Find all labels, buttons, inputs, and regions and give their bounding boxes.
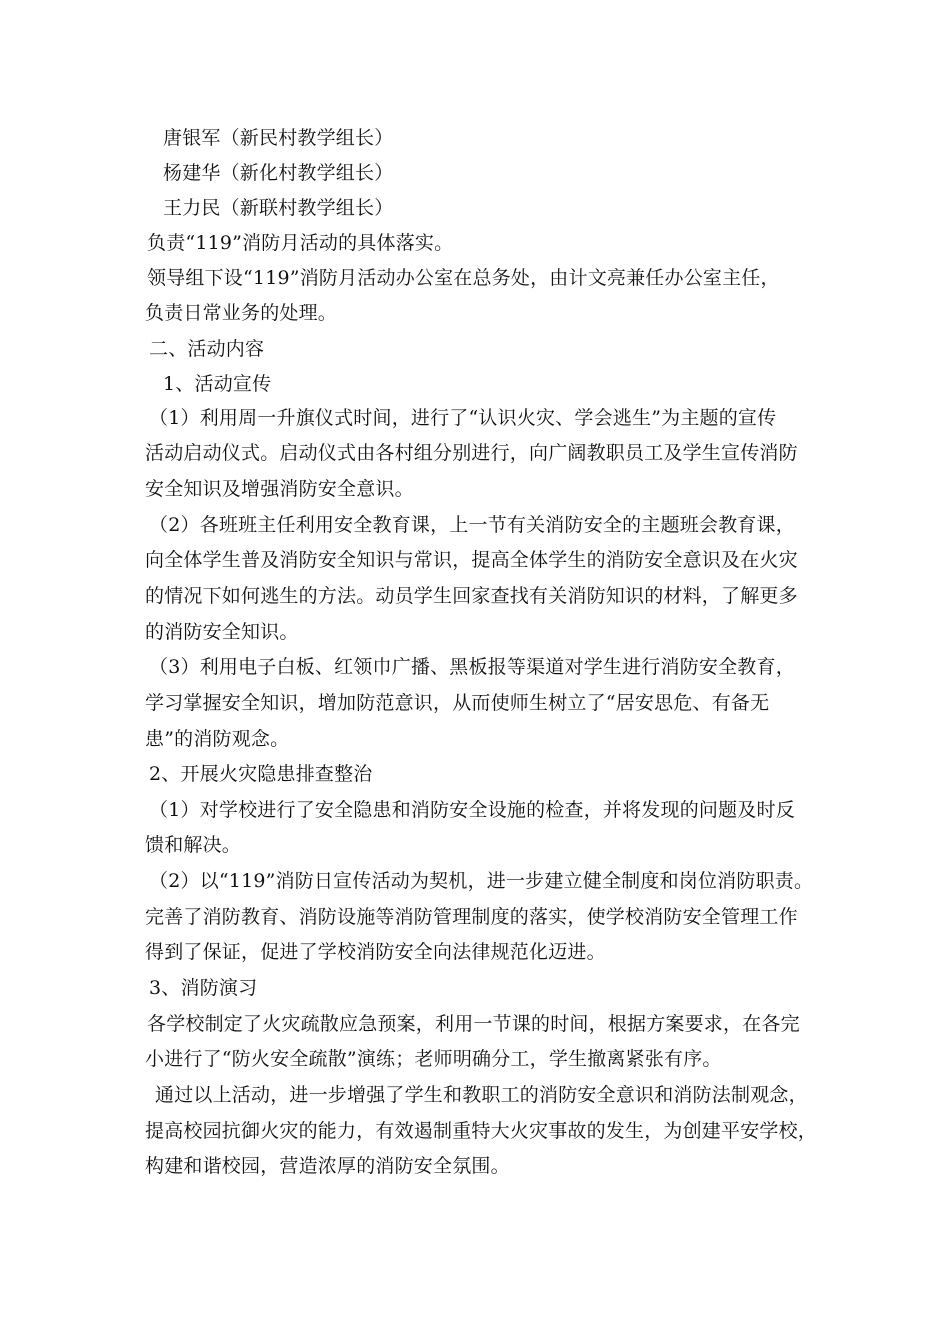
text-line: 构建和谐校园，营造浓厚的消防安全氛围。 [145,1155,510,1177]
text-line: 王力民（新联村教学组长） [163,197,394,219]
text-line: 各学校制定了火灾疏散应急预案，利用一节课的时间，根据方案要求，在各完 [147,1013,800,1035]
text-line: 馈和解决。 [145,834,242,856]
text-line: 小进行了“防火安全疏散”演练；老师明确分工，学生撤离紧张有序。 [145,1048,722,1070]
text-line: 的情况下如何逃生的方法。动员学生回家查找有关消防知识的材料，了解更多 [145,585,798,607]
subsection-heading: 2、开展火灾隐患排查整治 [149,763,373,785]
text-line: 负责日常业务的处理。 [145,302,338,324]
text-line: 活动启动仪式。启动仪式由各村组分别进行，向广阔教职员工及学生宣传消防 [145,442,798,464]
text-line: 通过以上活动，进一步增强了学生和教职工的消防安全意识和消防法制观念， [155,1084,808,1106]
section-heading: 二、活动内容 [149,338,265,360]
text-line: 唐银军（新民村教学组长） [163,127,394,149]
text-line: 安全知识及增强消防安全意识。 [145,478,414,500]
text-line: 杨建华（新化村教学组长） [163,162,394,184]
text-line: 负责“119”消防月活动的具体落实。 [147,232,454,254]
text-line: 提高校园抗御火灾的能力，有效遏制重特大火灾事故的发生，为创建平安学校， [145,1120,818,1142]
text-line: 得到了保证，促进了学校消防安全向法律规范化迈进。 [145,941,606,963]
text-line: 患”的消防观念。 [145,728,290,750]
text-line: 学习掌握安全知识，增加防范意识，从而使师生树立了“居安思危、有备无 [145,692,770,714]
text-line: （1）利用周一升旗仪式时间，进行了“认识火灾、学会逃生”为主题的宣传 [149,407,777,429]
text-line: 领导组下设“119”消防月活动办公室在总务处，由计文亮兼任办公室主任， [147,267,780,289]
subsection-heading: 1、活动宣传 [163,373,272,395]
text-line: 向全体学生普及消防安全知识与常识，提高全体学生的消防安全意识及在火灾 [145,549,798,571]
text-line: （1）对学校进行了安全隐患和消防安全设施的检查，并将发现的问题及时反 [149,799,795,821]
text-line: （2）以“119”消防日宣传活动为契机，进一步建立健全制度和岗位消防职责。 [149,870,814,892]
text-line: 的消防安全知识。 [145,621,299,643]
text-line: 完善了消防教育、消防设施等消防管理制度的落实，使学校消防安全管理工作 [145,906,798,928]
text-line: （2）各班班主任利用安全教育课，上一节有关消防安全的主题班会教育课， [149,514,795,536]
text-line: （3）利用电子白板、红领巾广播、黑板报等渠道对学生进行消防安全教育， [149,656,795,678]
subsection-heading: 3、消防演习 [149,977,258,999]
